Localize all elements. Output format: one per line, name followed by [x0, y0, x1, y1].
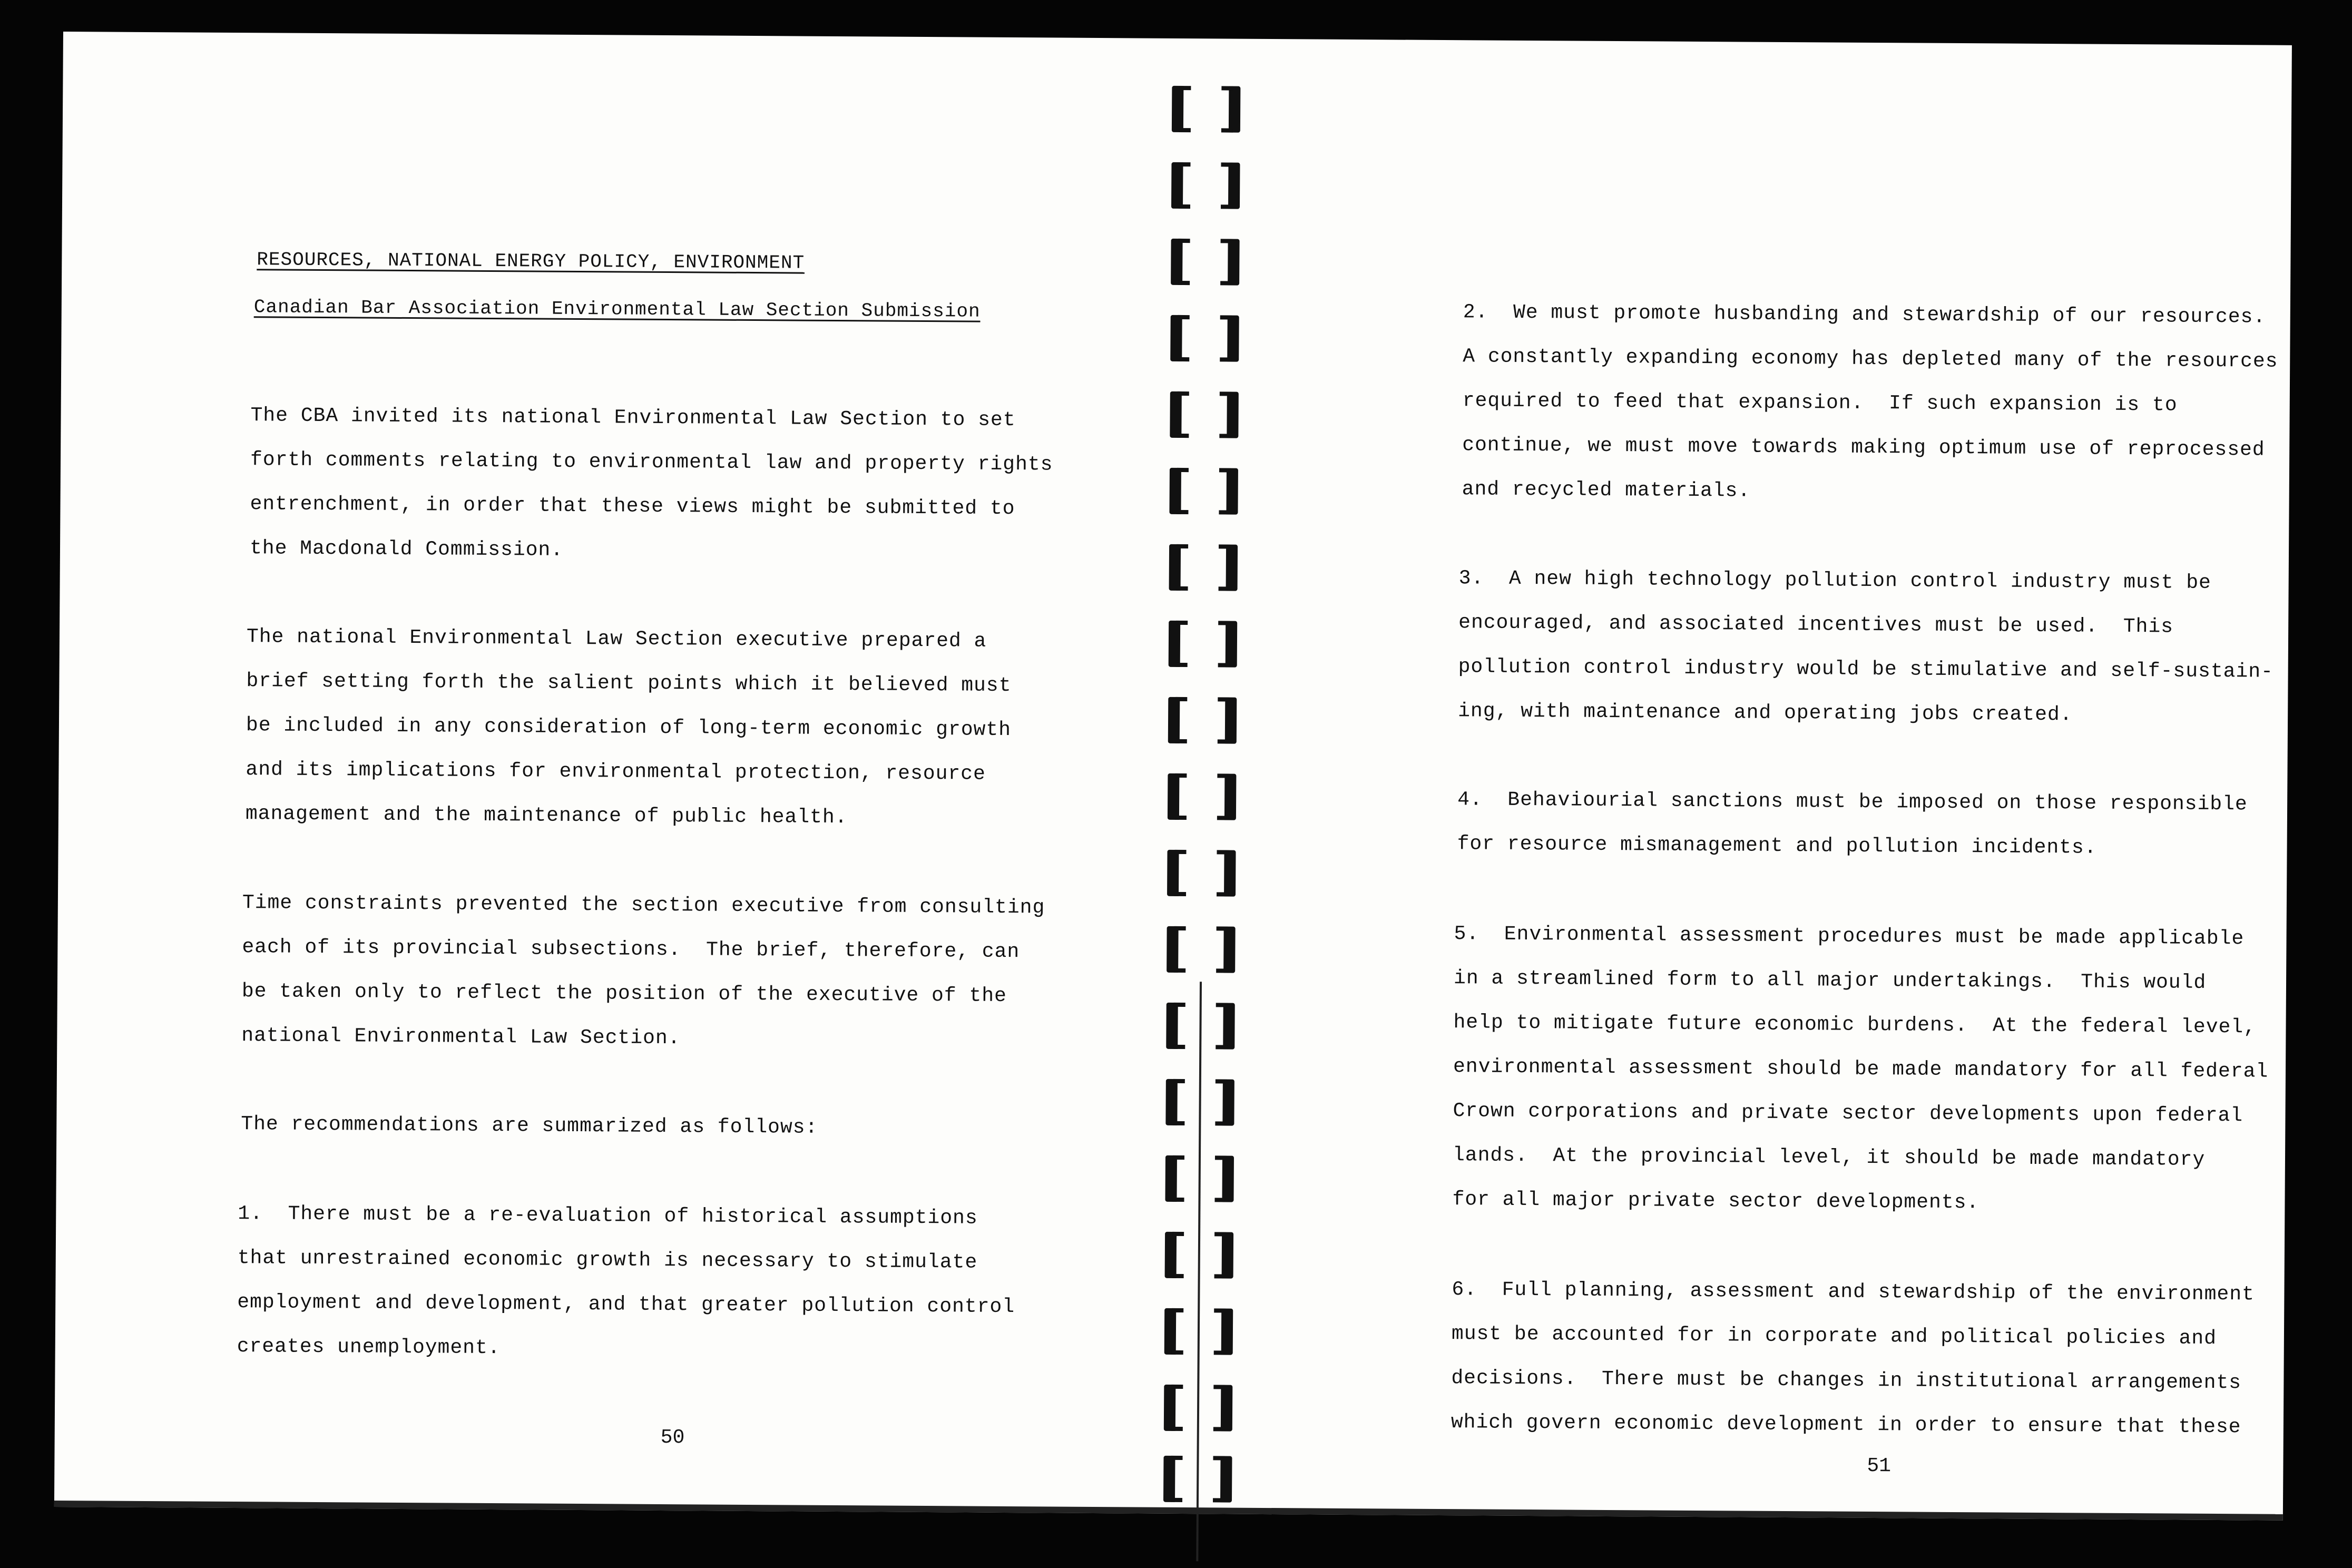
- recommendation-4: 4. Behaviourial sanctions must be imposed on those responsible for resource mismanagement and pollution incidents.: [1457, 788, 2248, 859]
- recommendation-2: 2. We must promote husbanding and stewardship of our resources. A constantly expanding economy has depleted many of the resources required to feed that expansion. If such expansion is to continue, we must move towards making optimum use of reprocessed and recycled materials.: [1462, 301, 2278, 503]
- paragraph-intro: The CBA invited its national Environmental Law Section to set forth comments relating to environmental law and property rights entrenchment, in order that these views might be submitted to the Macdonald Commission.: [249, 404, 1053, 562]
- page-number-right: 51: [1867, 1454, 1892, 1478]
- recommendation-5: 5. Environmental assessment procedures must be made applicable in a streamlined form to all major undertakings. This would help to mitigate future economic burdens. At the federal level, environmental assessment should be made mandatory for all federal Crown corporations and private sector developments upon federal lands. At the provincial level, it should be made mandatory for all major private sector developments.: [1452, 923, 2269, 1214]
- section-subtitle: Canadian Bar Association Environmental Law Section Submission: [253, 296, 981, 322]
- section-title: RESOURCES, NATIONAL ENERGY POLICY, ENVIRONMENT: [257, 249, 805, 274]
- recommendation-1: 1. There must be a re-evaluation of historical assumptions that unrestrained economic growth is necessary to stimulate employment and development, and that greater pollution control creates unemployment.: [237, 1202, 1015, 1360]
- paragraph-time-constraints: Time constraints prevented the section executive from consulting each of its provincial subsections. The brief, therefore, can be taken only to reflect the position of the executive of the national Environmental Law Section.: [241, 891, 1045, 1050]
- open-booklet: [54, 32, 2292, 1521]
- recommendation-6: 6. Full planning, assessment and stewardship of the environment must be accounted for in corporate and political policies and decisions. There must be changes in institutional arrangements which govern economic development in order to ensure that these: [1451, 1278, 2255, 1439]
- paragraph-executive-brief: The national Environmental Law Section executive prepared a brief setting forth the salient points which it believed must be included in any consideration of long-term economic growth and its implications for environmental protection, resource management and the maintenance of public health.: [245, 625, 1012, 829]
- page-number-left: 50: [660, 1426, 685, 1449]
- left-page: [54, 32, 1143, 1513]
- right-page: [1213, 38, 2292, 1520]
- paragraph-recommendations-intro: The recommendations are summarized as follows:: [241, 1113, 818, 1139]
- recommendation-3: 3. A new high technology pollution control industry must be encouraged, and associated incentives must be used. This pollution control industry would be stimulative and self-sustain- ing, with maintenance and operating jobs created.: [1458, 567, 2274, 727]
